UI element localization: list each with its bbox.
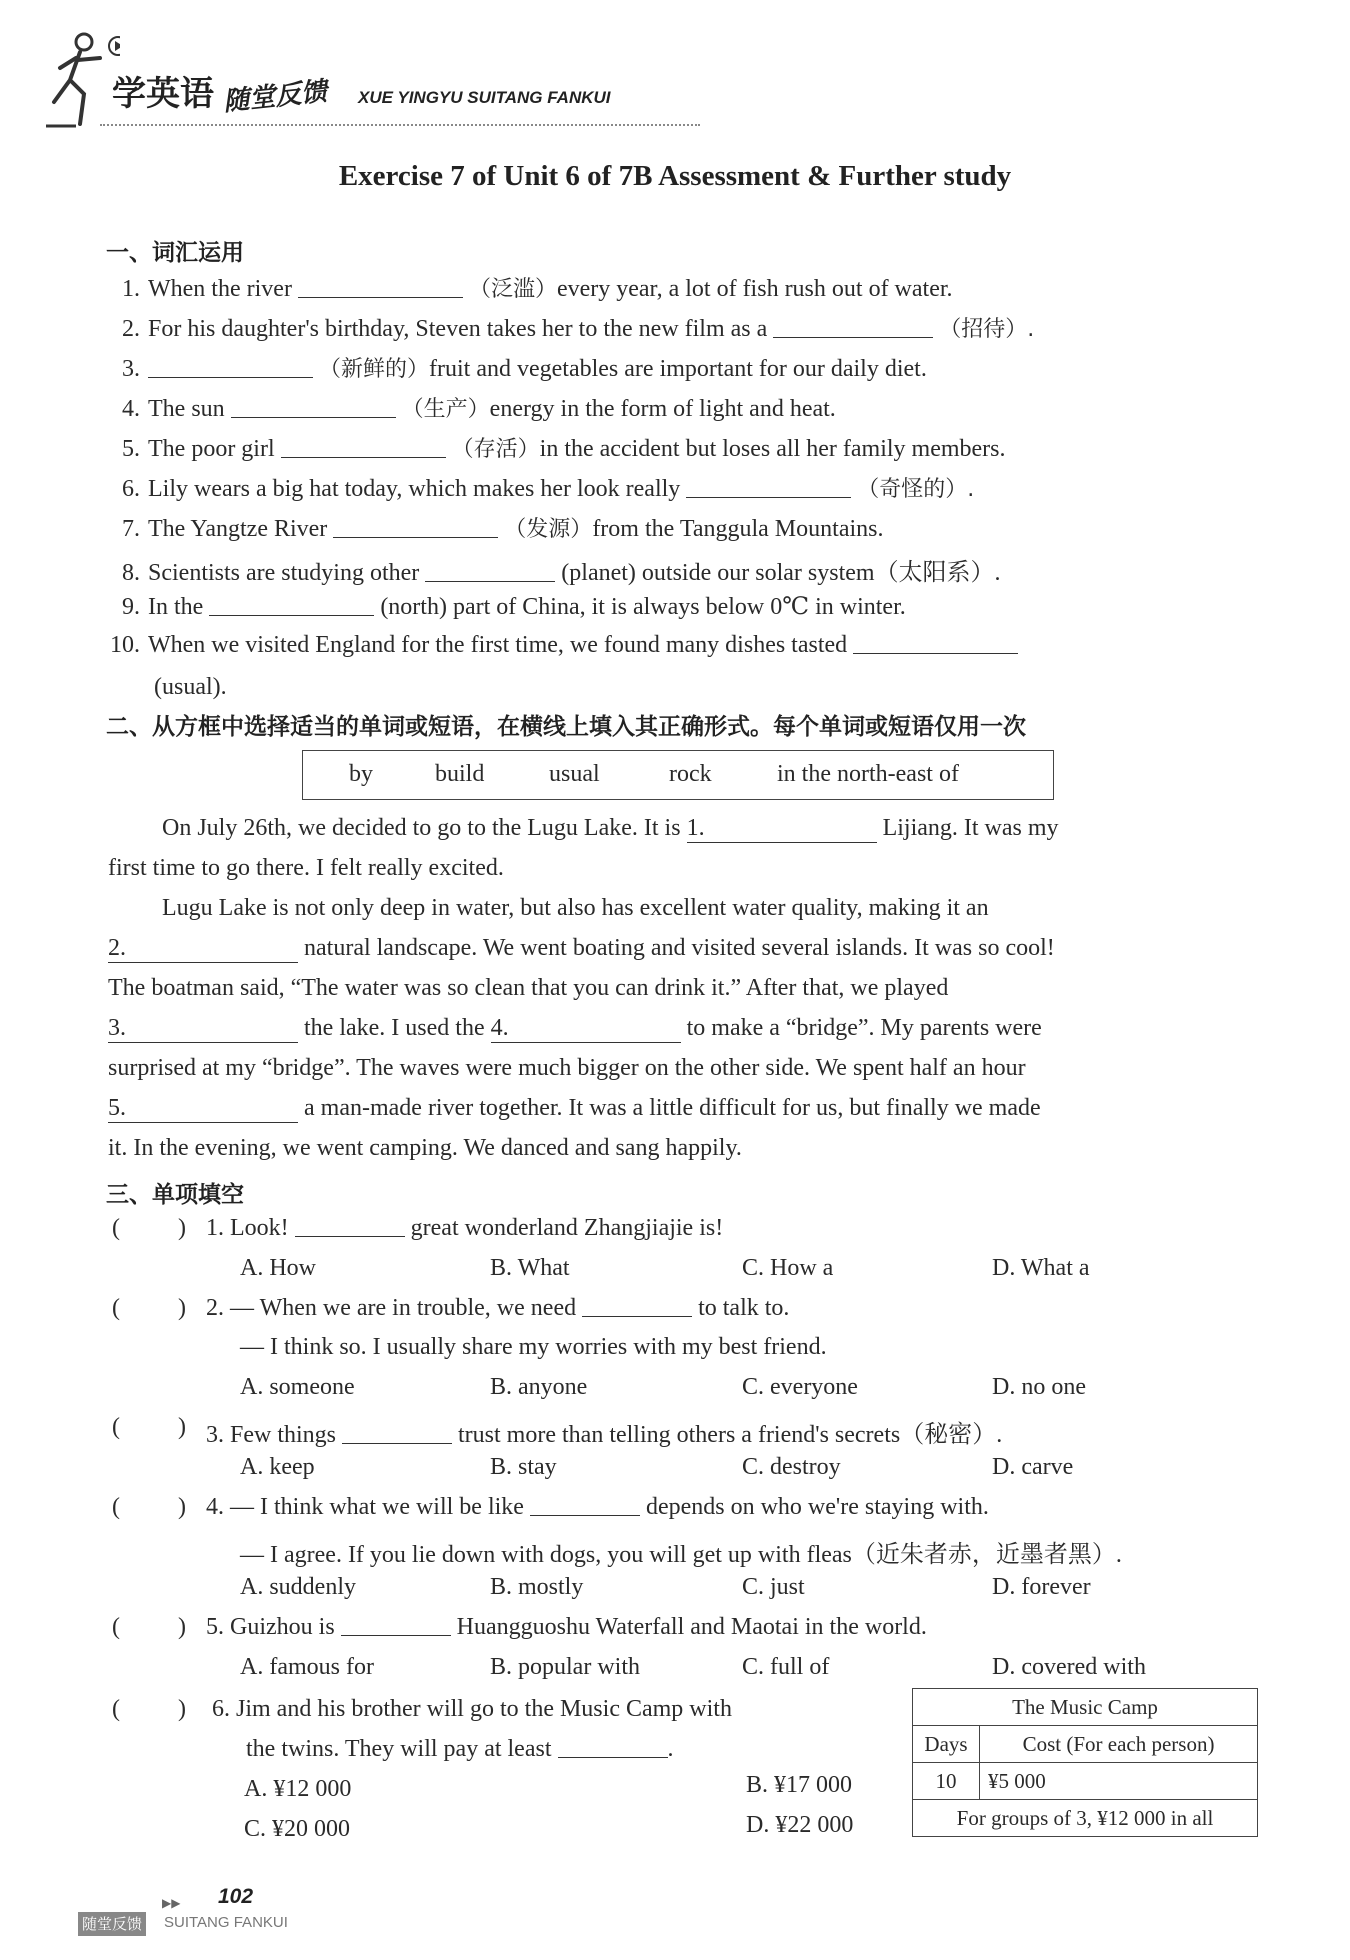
vocab-question-4 [106, 392, 836, 423]
passage-blank-2[interactable] [108, 935, 298, 963]
bracket-close: ) [178, 1414, 186, 1440]
table-cell-days: 10 [913, 1763, 980, 1800]
question-text-pre: The poor girl [148, 436, 275, 462]
question-text-post: fruit and vegetables are important for our daily diet. [429, 356, 927, 382]
bracket-open: ( [112, 1414, 120, 1440]
vocab-question-10 [106, 632, 1018, 659]
option-b[interactable]: B. anyone [490, 1374, 588, 1400]
footer-label [78, 1912, 288, 1936]
passage-text: Lijiang. It was my [882, 815, 1059, 841]
mc-question-6 [212, 1696, 732, 1723]
question-number: 6. [212, 1696, 230, 1722]
word-bank-item: build [435, 761, 485, 787]
question-number: 8. [122, 560, 140, 586]
question-text-pre: The Yangtze River [148, 516, 328, 542]
bracket-open: ( [112, 1614, 120, 1640]
section-3-heading: 三、单项填空 [106, 1182, 244, 1208]
question-text-pre: Scientists are studying other [148, 560, 420, 586]
brand-subtitle: 随堂反馈 [221, 76, 329, 118]
option-b[interactable]: B. What [490, 1255, 570, 1281]
music-camp-table [912, 1688, 1258, 1837]
mc-question-1 [206, 1215, 723, 1242]
question-number: 1. [122, 276, 140, 302]
question-text-pre: When the river [148, 276, 292, 302]
answer-blank[interactable] [148, 376, 313, 378]
question-number: 3. [206, 1422, 224, 1448]
answer-bracket-4[interactable] [112, 1494, 186, 1521]
option-c[interactable]: C. How a [742, 1255, 834, 1281]
question-number: 10. [110, 632, 140, 658]
passage-line-1 [162, 815, 1059, 843]
question-text-pre: Guizhou is [230, 1614, 335, 1640]
option-d[interactable]: D. covered with [992, 1654, 1146, 1680]
question-number: 2. [122, 316, 140, 342]
vocab-question-6 [106, 472, 974, 503]
blank-number: 4. [490, 1015, 509, 1041]
bracket-close: ) [178, 1295, 186, 1321]
question-number: 2. [206, 1295, 224, 1321]
blank-number: 5. [108, 1095, 126, 1121]
word-bank-item: in the north-east of [777, 761, 959, 787]
answer-bracket-1[interactable] [112, 1215, 186, 1242]
mc-question-4 [206, 1494, 989, 1521]
answer-blank [558, 1756, 668, 1758]
answer-blank[interactable] [773, 336, 933, 338]
question-text-pre: — I think what we will be like [230, 1494, 524, 1520]
question-number: 4. [122, 396, 140, 422]
question-number: 7. [122, 516, 140, 542]
bracket-close: ) [178, 1494, 186, 1520]
question-text-post: in the accident but loses all her family members. [539, 436, 1006, 462]
option-a[interactable]: A. keep [240, 1454, 315, 1480]
question-text-post: great wonderland Zhangjiajie is! [410, 1215, 724, 1241]
question-text-pre: the twins. They will pay at least [246, 1736, 552, 1762]
option-d[interactable]: D. ¥22 000 [746, 1812, 854, 1838]
bracket-open: ( [112, 1696, 120, 1722]
table-cell-cost: ¥5 000 [980, 1763, 1258, 1800]
question-number: 1. [206, 1215, 224, 1241]
vocab-question-5 [106, 432, 1006, 463]
question-text-pre: For his daughter's birthday, Steven takes her to the new film as a [148, 316, 768, 342]
bracket-open: ( [112, 1295, 120, 1321]
option-d[interactable]: D. What a [992, 1255, 1090, 1281]
question-text-post: depends on who we're staying with. [645, 1494, 989, 1520]
answer-blank[interactable] [425, 580, 555, 582]
answer-blank[interactable] [298, 296, 463, 298]
question-hint: （奇怪的）. [857, 477, 975, 502]
answer-blank[interactable] [686, 496, 851, 498]
header-divider [100, 124, 700, 126]
question-text-post: every year, a lot of fish rush out of water. [556, 276, 953, 302]
question-hint: （招待）. [939, 317, 1035, 342]
question-hint: (planet) [561, 560, 636, 586]
question-text-post: outside our solar system（太阳系）. [641, 560, 1001, 586]
vocab-question-1 [106, 272, 953, 303]
mc-question-2-reply: — I think so. I usually share my worries with my best friend. [240, 1334, 827, 1360]
question-number: 5. [206, 1614, 224, 1640]
footer-label-cn: 随堂反馈 [78, 1912, 146, 1936]
question-number: 9. [122, 594, 140, 620]
question-text-post: from the Tanggula Mountains. [592, 516, 884, 542]
question-text-pre: Look! [230, 1215, 289, 1241]
table-header-cost: Cost (For each person) [980, 1726, 1258, 1763]
option-a[interactable]: A. ¥12 000 [244, 1776, 352, 1802]
mc-question-6-cont [246, 1736, 674, 1763]
brand-title: 学英语 [112, 74, 214, 114]
page-title: Exercise 7 of Unit 6 of 7B Assessment & Further study [338, 160, 1012, 192]
word-bank-box [302, 750, 1054, 800]
blank-number: 3. [108, 1015, 126, 1041]
answer-blank[interactable] [853, 652, 1018, 654]
question-hint: （存活） [451, 437, 540, 462]
passage-blank-3[interactable] [108, 1015, 298, 1043]
question-text-pre: Few things [230, 1422, 337, 1448]
option-d[interactable]: D. forever [992, 1574, 1091, 1600]
bracket-open: ( [112, 1494, 120, 1520]
table-note: For groups of 3, ¥12 000 in all [913, 1800, 1258, 1837]
passage-line-9: it. In the evening, we went camping. We danced and sang happily. [108, 1135, 742, 1161]
runner-logo-icon [40, 28, 120, 134]
option-c[interactable]: C. full of [742, 1654, 830, 1680]
question-text-post: part of China, it is always below 0℃ in winter. [452, 594, 906, 620]
question-text-line1: Jim and his brother will go to the Music Camp with [236, 1696, 732, 1722]
answer-blank [582, 1315, 692, 1317]
question-hint: （发源） [504, 517, 593, 542]
question-text-pre: The sun [148, 396, 225, 422]
blank-number: 1. [686, 815, 705, 841]
bracket-close: ) [178, 1614, 186, 1640]
option-c[interactable]: C. everyone [742, 1374, 858, 1400]
answer-blank[interactable] [281, 456, 446, 458]
option-a[interactable]: A. How [240, 1255, 316, 1281]
answer-blank[interactable] [209, 614, 374, 616]
answer-bracket-2[interactable] [112, 1295, 186, 1322]
passage-blank-5[interactable] [108, 1095, 298, 1123]
question-text-pre: Lily wears a big hat today, which makes her look really [148, 476, 681, 502]
vocab-question-2 [106, 312, 1034, 343]
passage-blank-4[interactable] [491, 1015, 681, 1043]
question-text-post: trust more than telling others a friend's secrets（秘密）. [458, 1422, 1003, 1448]
passage-text: natural landscape. We went boating and visited several islands. It was so cool! [304, 935, 1055, 961]
option-b[interactable]: B. ¥17 000 [746, 1772, 853, 1798]
mc-question-3 [206, 1414, 1002, 1449]
mc-question-4-reply: — I agree. If you lie down with dogs, you will get up with fleas（近朱者赤，近墨者黑）. [240, 1542, 1122, 1568]
option-a[interactable]: A. suddenly [240, 1574, 356, 1600]
option-d[interactable]: D. no one [992, 1374, 1086, 1400]
answer-blank[interactable] [333, 536, 498, 538]
vocab-question-7 [106, 512, 883, 543]
answer-bracket-6[interactable] [112, 1696, 186, 1723]
vocab-question-9 [106, 592, 906, 621]
passage-line-4 [108, 935, 1055, 963]
question-text-post: energy in the form of light and heat. [489, 396, 836, 422]
option-a[interactable]: A. someone [240, 1374, 355, 1400]
passage-line-6 [108, 1015, 1042, 1043]
word-bank-item: by [349, 761, 373, 787]
question-text-post: to talk to. [698, 1295, 790, 1321]
vocab-question-10-hint: (usual). [154, 674, 227, 700]
question-text-pre: — When we are in trouble, we need [230, 1295, 577, 1321]
passage-line-3: Lugu Lake is not only deep in water, but also has excellent water quality, making it an [162, 895, 989, 921]
question-text-pre: In the [148, 594, 204, 620]
answer-blank[interactable] [231, 416, 396, 418]
mc-question-5 [206, 1614, 927, 1641]
question-number: 3. [122, 356, 140, 382]
question-hint: （泛滥） [468, 277, 557, 302]
option-a[interactable]: A. famous for [240, 1654, 374, 1680]
option-c[interactable]: C. ¥20 000 [244, 1816, 351, 1842]
answer-blank [341, 1634, 451, 1636]
answer-blank [530, 1514, 640, 1516]
bracket-open: ( [112, 1215, 120, 1241]
option-b[interactable]: B. popular with [490, 1654, 640, 1680]
footer-label-pinyin: SUITANG FANKUI [164, 1914, 288, 1931]
mc-question-2 [206, 1295, 789, 1322]
passage-blank-1[interactable] [687, 815, 877, 843]
option-d[interactable]: D. carve [992, 1454, 1074, 1480]
option-b[interactable]: B. mostly [490, 1574, 584, 1600]
bracket-close: ) [178, 1215, 186, 1241]
question-text-post: Huangguoshu Waterfall and Maotai in the world. [456, 1614, 927, 1640]
option-c[interactable]: C. just [742, 1574, 805, 1600]
question-number: 5. [122, 436, 140, 462]
section-1-heading: 一、词汇运用 [106, 240, 244, 266]
vocab-question-3 [106, 352, 927, 383]
passage-text: to make a “bridge”. My parents were [686, 1015, 1042, 1041]
word-bank-item: rock [669, 761, 712, 787]
brand-pinyin: XUE YINGYU SUITANG FANKUI [358, 88, 611, 107]
answer-blank [295, 1235, 405, 1237]
question-hint: (north) [380, 594, 447, 620]
passage-line-2: first time to go there. I felt really excited. [108, 855, 504, 881]
vocab-question-8 [106, 552, 1001, 587]
blank-number: 2. [108, 935, 126, 961]
answer-bracket-3[interactable] [112, 1414, 186, 1441]
page-header [40, 28, 680, 138]
passage-text: the lake. I used the [304, 1015, 485, 1041]
passage-line-8 [108, 1095, 1041, 1123]
question-number: 6. [122, 476, 140, 502]
answer-blank [342, 1442, 452, 1444]
question-hint: （新鲜的） [319, 357, 430, 382]
passage-line-7: surprised at my “bridge”. The waves were much bigger on the other side. We spent half an hour [108, 1055, 1026, 1081]
double-arrow-icon: ▶▶ [162, 1896, 181, 1910]
bracket-close: ) [178, 1696, 186, 1722]
passage-text: a man-made river together. It was a little difficult for us, but finally we made [304, 1095, 1041, 1121]
section-2-heading: 二、从方框中选择适当的单词或短语，在横线上填入其正确形式。每个单词或短语仅用一次 [106, 714, 1026, 740]
passage-text: On July 26th, we decided to go to the Lugu Lake. It is [162, 815, 681, 841]
table-title: The Music Camp [913, 1689, 1258, 1726]
question-number: 4. [206, 1494, 224, 1520]
page-number: 102 [218, 1885, 254, 1908]
question-hint: （生产） [401, 397, 490, 422]
option-b[interactable]: B. stay [490, 1454, 557, 1480]
word-bank-item: usual [549, 761, 600, 787]
answer-bracket-5[interactable] [112, 1614, 186, 1641]
table-header-days: Days [913, 1726, 980, 1763]
passage-line-5: The boatman said, “The water was so clean that you can drink it.” After that, we played [108, 975, 949, 1001]
question-text-pre: When we visited England for the first time, we found many dishes tasted [148, 632, 848, 658]
option-c[interactable]: C. destroy [742, 1454, 841, 1480]
question-text-post: . [667, 1736, 674, 1762]
